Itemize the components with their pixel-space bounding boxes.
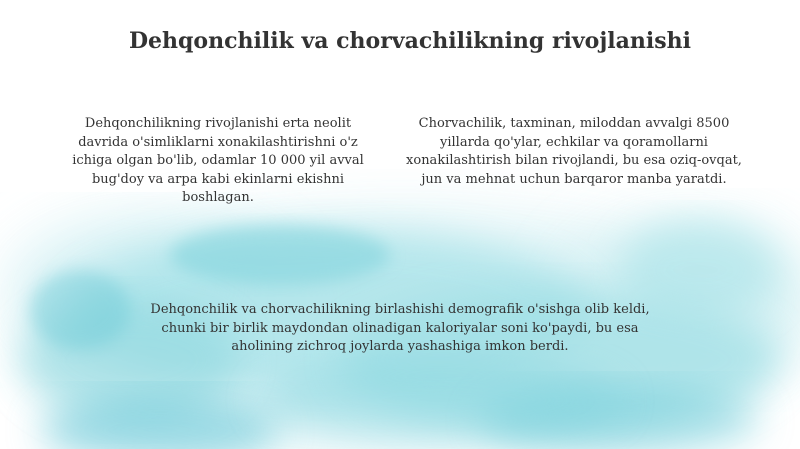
page-title: Dehqonchilik va chorvachilikning rivojlanishi	[128, 28, 692, 54]
bottom-paragraph: Dehqonchilik va chorvachilikning birlashishi demografik o'sishga olib keldi, chunki bir birlik maydondan olinadigan kaloriyalar soni ko'paydi, bu esa aholining zichroq joylarda yashashiga imkon berdi.	[150, 302, 650, 354]
left-paragraph: Dehqonchilikning rivojlanishi erta neolit davrida o'simliklarni xonakilashtirishni o'z ichiga olgan bo'lib, odamlar 10 000 yil avval bug'doy va arpa kabi ekinlarni ekishni boshlagan.	[72, 116, 364, 205]
right-paragraph: Chorvachilik, taxminan, miloddan avvalgi 8500 yillarda qo'ylar, echkilar va qoramollarni xonakilashtirish bilan rivojlandi, bu esa oziq-ovqat, jun va mehnat uchun barqaror manba yaratdi.	[406, 116, 742, 187]
